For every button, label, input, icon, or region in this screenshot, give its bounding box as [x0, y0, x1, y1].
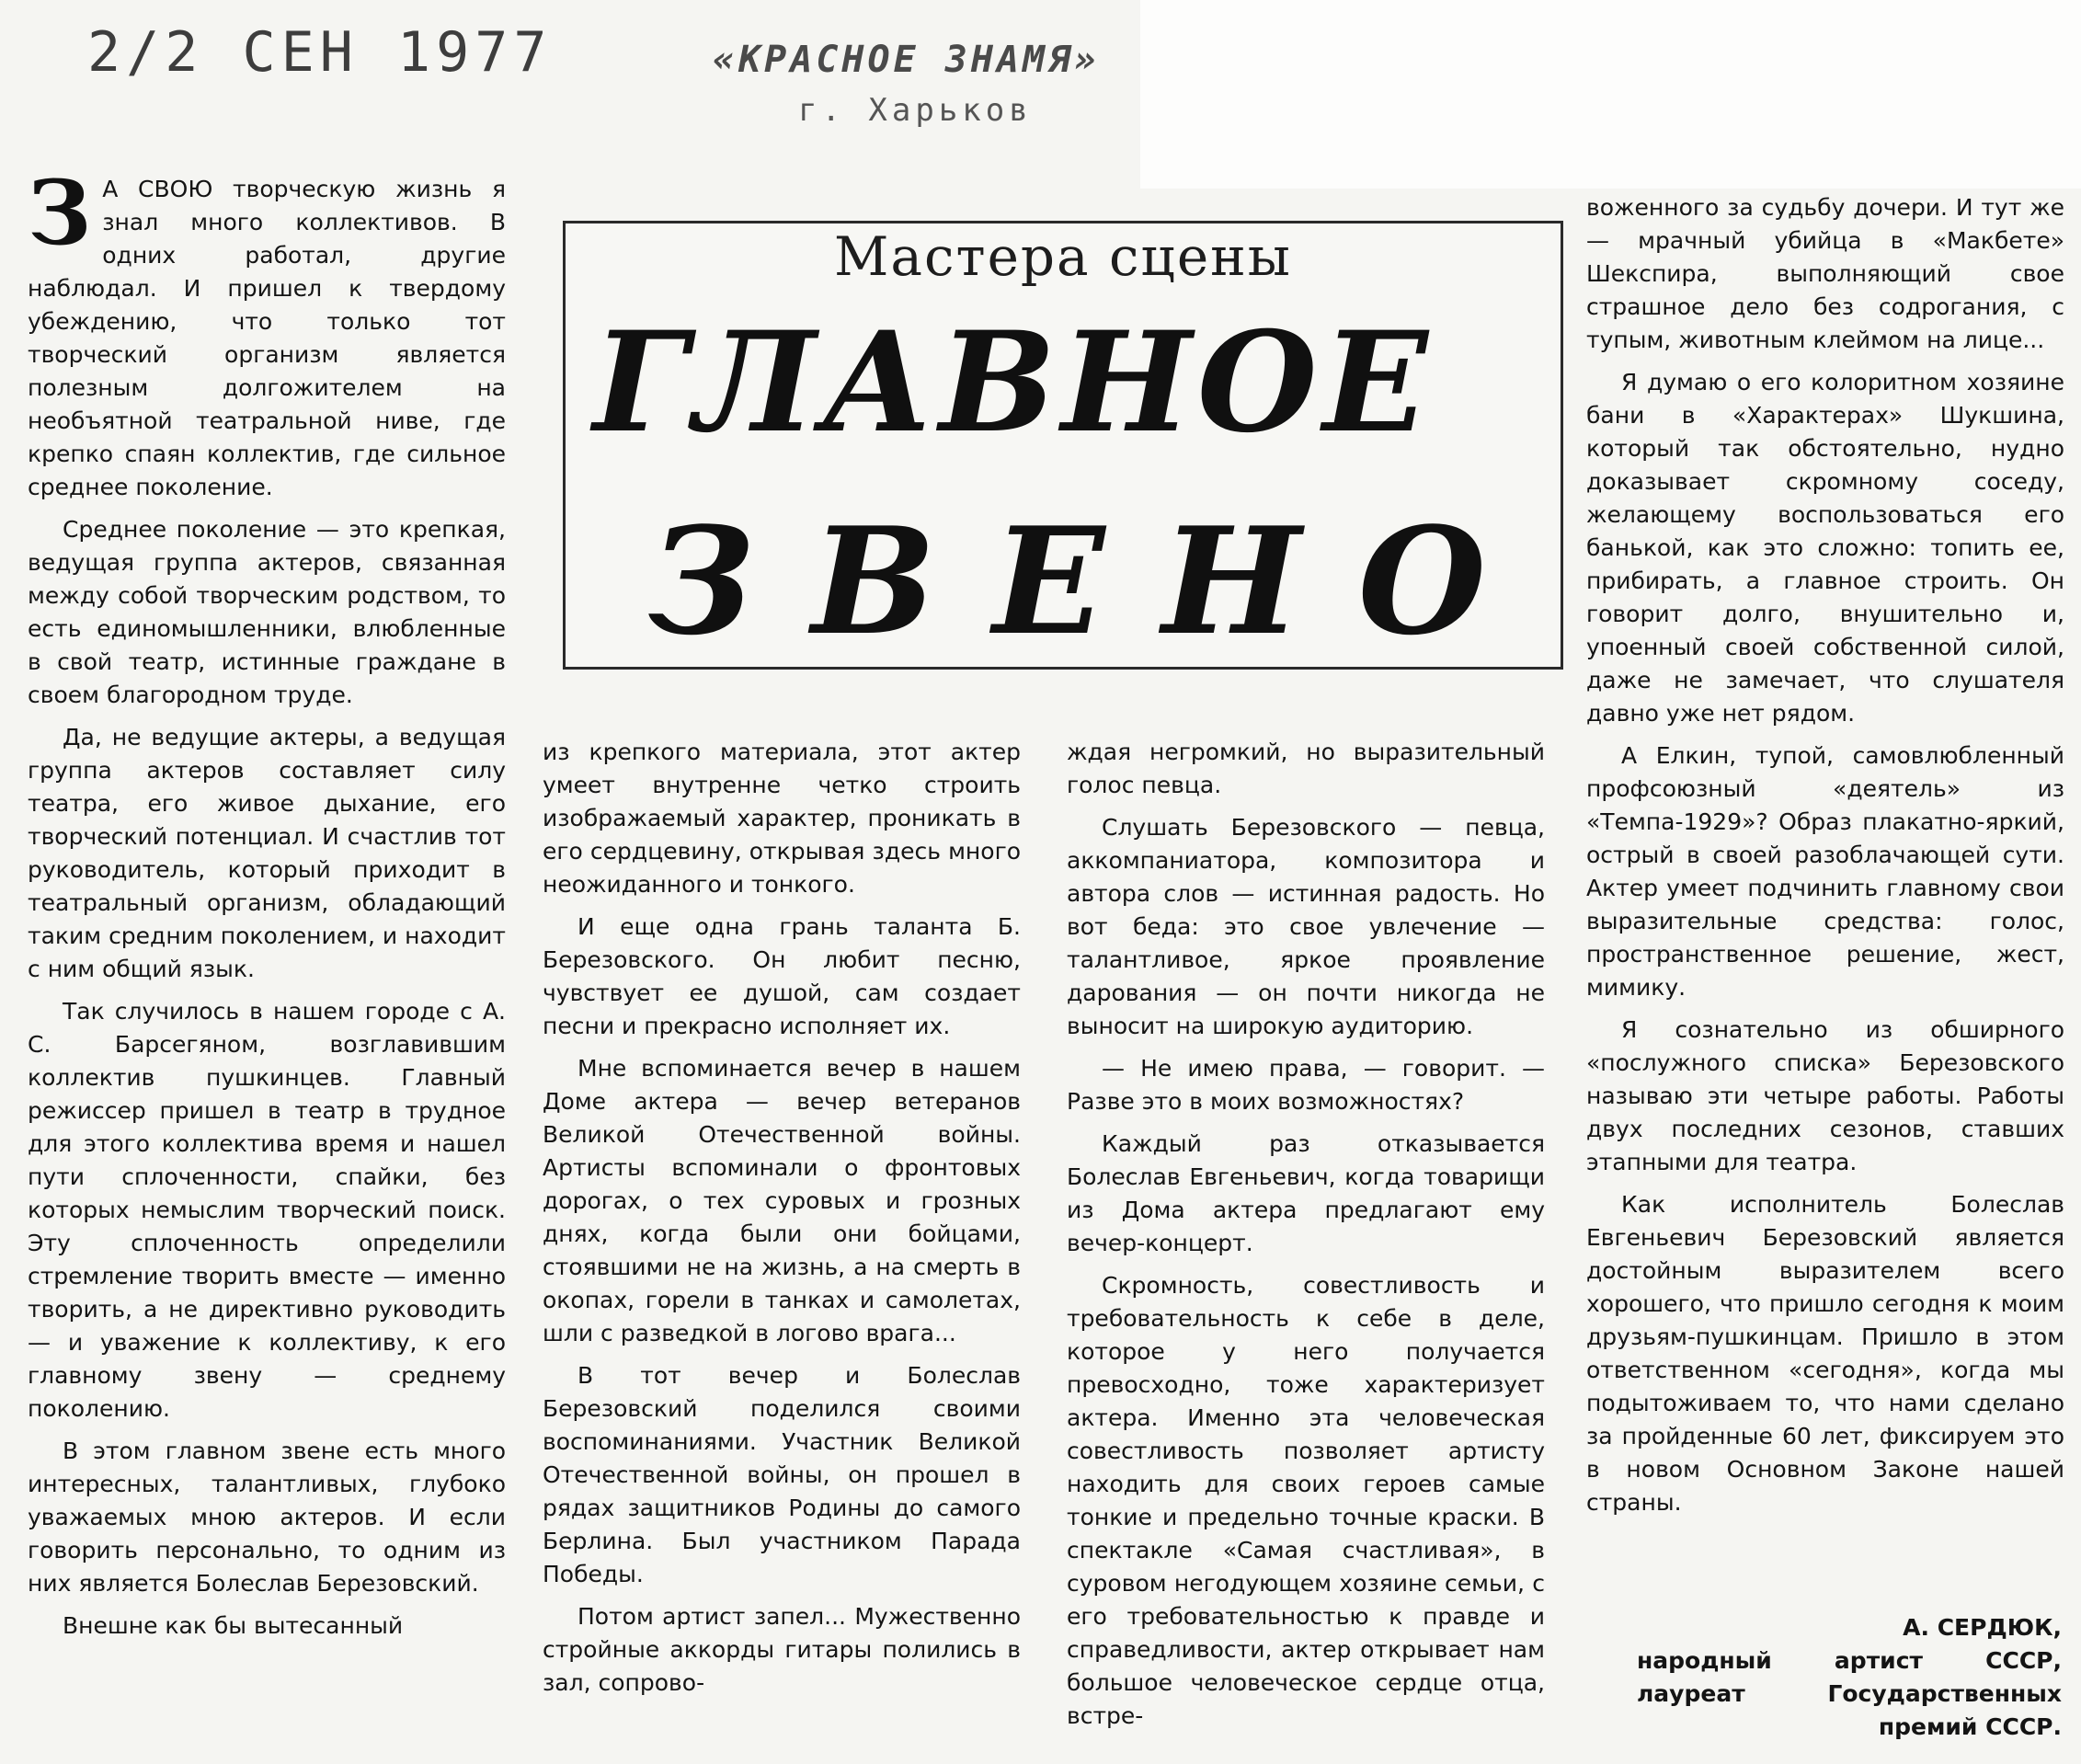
- paragraph: Скромность, совестливость и требовательность к себе в деле, которое у него получается превосходно, тоже характеризует актера. Именно эта человеческая совестливость позволяет артисту находить для своих героев самые тонкие и предельно точные краски. В спектакле «Самая счастливая», в суровом негодующем хозяине семьи, с его требовательностью к правде и справедливости, актер открывает нам большое человеческое сердце отца, встре-: [1067, 1272, 1545, 1729]
- paragraph: А СВОЮ творческую жизнь я знал много коллективов. В одних работал, другие наблюдал. И пришел к твердому убеждению, что только тот творческий организм является полезным долгожителем на необъятной театральной ниве, где крепко спаян коллектив, где сильное среднее поколение.: [28, 176, 506, 500]
- paragraph: Мне вспоминается вечер в нашем Доме актера — вечер ветеранов Великой Отечественной войны. Артисты вспоминали о фронтовых дорогах, о тех суровых и грозных днях, когда были они бойцами, стоявшими не на жизнь, а на смерть в окопах, горели в танках и самолетах, шли с разведкой в логово врага...: [543, 1055, 1021, 1346]
- article-column-3: [1067, 736, 1545, 1733]
- paragraph: В тот вечер и Болеслав Березовский поделился своими воспоминаниями. Участник Великой Отечественной войны, он прошел в рядах защитников Родины до самого Берлина. Был участником Парада Победы.: [543, 1362, 1021, 1587]
- city-stamp: г. Харьков: [798, 92, 1033, 129]
- paragraph: Так случилось в нашем городе с А. С. Барсегяном, возглавившим коллектив пушкинцев. Главный режиссер пришел в театр в трудное для этого коллектива время и нашел пути сплоченности, спайки, без которых немыслим творческий поиск. Эту сплоченность определили стремление творить вместе — именно творить, а не директивно руководить — и уважение к коллективу, к его главному звену — среднему поколению.: [28, 998, 506, 1422]
- paragraph: Я сознательно из обширного «послужного списка» Березовского называю эти четыре работы. Работы двух последних сезонов, ставших этапными для театра.: [1586, 1016, 2064, 1175]
- paragraph: Каждый раз отказывается Болеслав Евгеньевич, когда товарищи из Дома актера предлагают ему вечер-концерт.: [1067, 1130, 1545, 1256]
- paragraph: А Елкин, тупой, самовлюбленный профсоюзный «деятель» из «Темпа-1929»? Образ плакатно-яркий, острый в своей разоблачающей сути. Актер умеет подчинить главному свои выразительные средства: голос, пространственное решение, жест, мимику.: [1586, 742, 2064, 1001]
- paragraph: Потом артист запел... Мужественно стройные аккорды гитары полились в зал, сопрово-: [543, 1603, 1021, 1696]
- author-title-3: премий СССР.: [1878, 1713, 2062, 1740]
- headline-line-2: ЗВЕНО: [648, 495, 1544, 668]
- rubric: Мастера сцены: [566, 225, 1561, 288]
- author-title-2: лауреат Государственных: [1637, 1680, 2062, 1707]
- newspaper-name-stamp: «КРАСНОЕ ЗНАМЯ»: [713, 39, 1101, 81]
- paragraph: Среднее поколение — это крепкая, ведущая группа актеров, связанная между собой творческим родством, то есть единомышленники, влюбленные в свой театр, истинные граждане в своем благородном труде.: [28, 516, 506, 708]
- paragraph: Слушать Березовского — певца, аккомпаниатора, композитора и автора слов — истинная радость. Но вот беда: это свое увлечение — талантливое, яркое проявление дарования — он почти никогда не выносит на широкую аудиторию.: [1067, 814, 1545, 1039]
- author-signature: [1637, 1611, 2062, 1744]
- paragraph: Я думаю о его колоритном хозяине бани в «Характерах» Шукшина, который так обстоятельно, нудно доказывает скромному соседу, желающему воспользоваться его банькой, как это сложно: топить ее, прибирать, а главное строить. Он говорит долго, внушительно и, упоенный своей собственной силой, даже не замечает, что слушателя давно уже нет рядом.: [1586, 369, 2064, 727]
- article-column-4: [1586, 191, 2064, 1519]
- paragraph: И еще одна грань таланта Б. Березовского. Он любит песню, чувствует ее душой, сам создает песни и прекрасно исполняет их.: [543, 913, 1021, 1039]
- paragraph: — Не имею права, — говорит. — Разве это в моих возможностях?: [1067, 1055, 1545, 1115]
- paragraph: Внешне как бы вытесанный: [63, 1612, 404, 1639]
- headline-box: [563, 221, 1563, 670]
- paragraph: из крепкого материала, этот актер умеет внутренне четко строить изображаемый характер, проникать в его сердцевину, открывая здесь много неожиданного и тонкого.: [543, 739, 1021, 898]
- headline-line-1: ГЛАВНОЕ: [593, 302, 1434, 464]
- article-column-2: [543, 736, 1021, 1700]
- author-name: А. СЕРДЮК,: [1903, 1614, 2062, 1641]
- date-stamp: 2/2 СЕН 1977: [87, 20, 553, 85]
- drop-cap: З: [28, 161, 92, 265]
- author-title-1: народный артист СССР,: [1637, 1647, 2062, 1674]
- paragraph: воженного за судьбу дочери. И тут же — мрачный убийца в «Макбете» Шекспира, выполняющий свое страшное дело без содрогания, с тупым, животным клеймом на лице...: [1586, 194, 2064, 353]
- paragraph: Да, не ведущие актеры, а ведущая группа актеров составляет силу театра, его живое дыхание, его творческий потенциал. И счастлив тот руководитель, который приходит в театральный организм, обладающий таким средним поколением, и находит с ним общий язык.: [28, 724, 506, 982]
- article-column-1: [28, 161, 506, 1643]
- paragraph: Как исполнитель Болеслав Евгеньевич Березовский является достойным выразителем всего хорошего, что пришло сегодня к моим друзьям-пушкинцам. Пришло в этом ответственном «сегодня», когда мы подытоживаем то, что нами сделано за пройденные 60 лет, фиксируем это в новом Основном Законе нашей страны.: [1586, 1191, 2064, 1516]
- paragraph: В этом главном звене есть много интересных, талантливых, глубоко уважаемых мною актеров. И если говорить персонально, то одним из них является Болеслав Березовский.: [28, 1438, 506, 1597]
- paragraph: ждая негромкий, но выразительный голос певца.: [1067, 739, 1545, 798]
- clipping-background-edge: [1140, 0, 2081, 189]
